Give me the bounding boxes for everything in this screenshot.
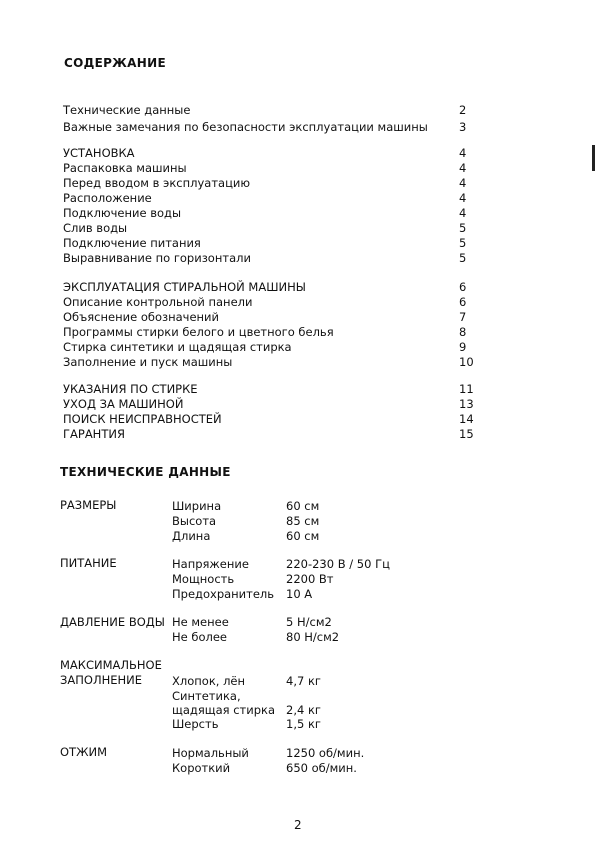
toc-page: 15 [459,427,474,441]
toc-row [63,325,483,339]
spec-value: 80 Н/см2 [286,630,340,644]
spec-value: 85 см [286,514,320,528]
toc-row [63,310,483,324]
toc-page: 4 [459,206,467,220]
toc-label: Программы стирки белого и цветного белья [63,325,334,339]
toc-page: 9 [459,340,467,354]
spec-value: 2200 Вт [286,572,334,586]
spec-value: 1250 об/мин. [286,746,365,760]
spec-param: Нормальный [172,746,249,760]
spec-value: 5 Н/см2 [286,615,332,629]
toc-page: 4 [459,176,467,190]
toc-label: УСТАНОВКА [63,146,135,160]
spec-value: 2,4 кг [286,703,321,717]
toc-row [63,355,483,369]
spec-section-label: ОТЖИМ [60,745,107,759]
page-number: 2 [294,818,302,832]
toc-row [63,382,483,396]
spec-param: Длина [172,529,211,543]
toc-page: 7 [459,310,467,324]
toc-label: Заполнение и пуск машины [63,355,233,369]
spec-param: Напряжение [172,557,249,571]
spec-section-label: ПИТАНИЕ [60,556,117,570]
spec-param: Синтетика, [172,689,241,703]
toc-label: Технические данные [63,103,191,117]
toc-page: 5 [459,221,467,235]
toc-page: 4 [459,161,467,175]
toc-page: 11 [459,382,474,396]
spec-value: 220-230 В / 50 Гц [286,557,390,571]
toc-page: 8 [459,325,467,339]
toc-row [63,176,483,190]
toc-label: Подключение питания [63,236,201,250]
toc-label: УХОД ЗА МАШИНОЙ [63,397,184,411]
toc-row [63,280,483,294]
toc-label: Важные замечания по безопасности эксплуатации машины [63,120,428,134]
spec-section-label: МАКСИМАЛЬНОЕ [60,658,162,672]
toc-label: ГАРАНТИЯ [63,427,125,441]
toc-row [63,427,483,441]
toc-row [63,103,483,117]
toc-row [63,161,483,175]
toc-row [63,146,483,160]
toc-label: Подключение воды [63,206,182,220]
toc-row [63,236,483,250]
toc-page: 14 [459,412,474,426]
spec-section-label: ДАВЛЕНИЕ ВОДЫ [60,615,165,629]
toc-label: УКАЗАНИЯ ПО СТИРКЕ [63,382,198,396]
toc-page: 3 [459,120,467,134]
toc-label: ПОИСК НЕИСПРАВНОСТЕЙ [63,412,222,426]
scan-edge-mark [592,145,595,171]
spec-param: Не менее [172,615,229,629]
toc-row [63,206,483,220]
toc-label: ЭКСПЛУАТАЦИЯ СТИРАЛЬНОЙ МАШИНЫ [63,280,306,294]
toc-row [63,251,483,265]
toc-label: Объяснение обозначений [63,310,220,324]
toc-page: 6 [459,295,467,309]
toc-label: Расположение [63,191,152,205]
spec-section-label: РАЗМЕРЫ [60,498,117,512]
spec-param: Хлопок, лён [172,674,246,688]
toc-page: 5 [459,236,467,250]
spec-param: Короткий [172,761,231,775]
spec-param: Шерсть [172,717,219,731]
spec-section-label: ЗАПОЛНЕНИЕ [60,673,143,687]
spec-value: 60 см [286,499,320,513]
toc-page: 13 [459,397,474,411]
toc-row [63,221,483,235]
toc-label: Распаковка машины [63,161,187,175]
toc-page: 2 [459,103,467,117]
toc-row [63,120,483,134]
spec-value: 650 об/мин. [286,761,357,775]
toc-row [63,412,483,426]
toc-row [63,191,483,205]
spec-value: 4,7 кг [286,674,321,688]
spec-value: 60 см [286,529,320,543]
toc-page: 10 [459,355,474,369]
spec-param: Мощность [172,572,235,586]
contents-title: СОДЕРЖАНИЕ [64,56,166,70]
toc-page: 4 [459,191,467,205]
toc-label: Перед вводом в эксплуатацию [63,176,251,190]
toc-row [63,295,483,309]
spec-value: 1,5 кг [286,717,321,731]
toc-label: Выравнивание по горизонтали [63,251,251,265]
technical-title: ТЕХНИЧЕСКИЕ ДАННЫЕ [60,465,231,479]
toc-page: 5 [459,251,467,265]
toc-label: Стирка синтетики и щадящая стирка [63,340,292,354]
toc-row [63,340,483,354]
spec-param: Не более [172,630,228,644]
toc-page: 4 [459,146,467,160]
toc-page: 6 [459,280,467,294]
toc-row [63,397,483,411]
spec-param: щадящая стирка [172,703,275,717]
spec-param: Предохранитель [172,587,275,601]
toc-label: Слив воды [63,221,128,235]
toc-label: Описание контрольной панели [63,295,253,309]
spec-value: 10 А [286,587,313,601]
spec-param: Высота [172,514,217,528]
spec-param: Ширина [172,499,222,513]
